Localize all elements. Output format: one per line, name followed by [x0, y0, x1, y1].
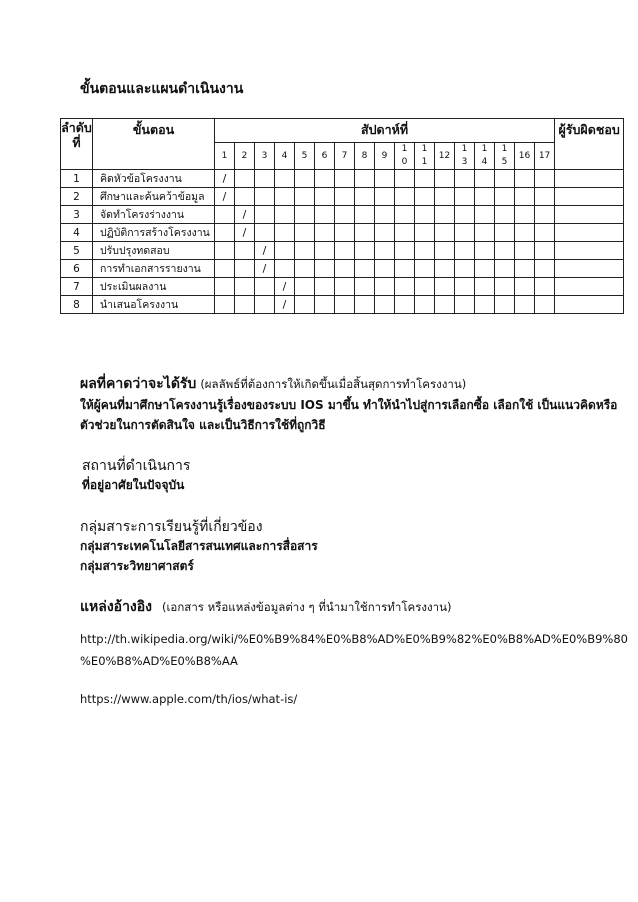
week-cell [515, 278, 535, 296]
week-cell [415, 296, 435, 314]
week-cell [475, 170, 495, 188]
week-cell [315, 260, 335, 278]
row-owner [555, 224, 624, 242]
expected-line-1: ให้ผู้คนที่มาศึกษาโครงงานรู้เรื่องของระบบ IOS มาขึ้น ทำให้นำไปสู่การเลือกซื้อ เลือกใช้ เป็นแนวคิดหรือ [80, 398, 618, 412]
schedule-mark: / [222, 172, 227, 185]
week-cell [415, 260, 435, 278]
week-cell [515, 224, 535, 242]
table-row [61, 224, 624, 242]
week-cell [275, 170, 295, 188]
row-number: 3 [61, 206, 93, 224]
week-cell [275, 278, 295, 296]
week-cell [355, 188, 375, 206]
schedule-mark: / [262, 262, 267, 275]
week-cell [255, 224, 275, 242]
week-cell [415, 278, 435, 296]
week-cell [395, 278, 415, 296]
week-cell [315, 296, 335, 314]
week-cell [415, 242, 435, 260]
table-row [61, 260, 624, 278]
row-number: 4 [61, 224, 93, 242]
week-cell [315, 206, 335, 224]
col-header-week: สัปดาห์ที่ [215, 119, 555, 143]
week-cell [215, 206, 235, 224]
week-cell [315, 170, 335, 188]
week-header-16: 16 [515, 143, 535, 170]
row-number: 8 [61, 296, 93, 314]
week-cell [475, 278, 495, 296]
row-owner [555, 242, 624, 260]
week-cell [355, 260, 375, 278]
week-cell [495, 260, 515, 278]
week-cell [355, 278, 375, 296]
row-task: ปรับปรุงทดสอบ [93, 242, 215, 260]
row-number: 1 [61, 170, 93, 188]
week-cell [395, 242, 415, 260]
schedule-mark: / [222, 190, 227, 203]
week-cell [315, 188, 335, 206]
week-cell [515, 206, 535, 224]
week-cell [235, 224, 255, 242]
references-title: แหล่งอ้างอิง [80, 599, 153, 615]
week-cell [515, 170, 535, 188]
week-cell [275, 296, 295, 314]
schedule-mark: / [262, 244, 267, 257]
week-cell [475, 206, 495, 224]
week-cell [235, 278, 255, 296]
week-cell [295, 188, 315, 206]
week-cell [355, 224, 375, 242]
week-cell [215, 296, 235, 314]
week-cell [415, 224, 435, 242]
week-cell [475, 224, 495, 242]
week-cell [475, 188, 495, 206]
col-header-no: ลำดับ ที่ [61, 119, 93, 170]
week-header-1: 1 [215, 143, 235, 170]
week-cell [535, 260, 555, 278]
week-cell [535, 188, 555, 206]
week-cell [455, 206, 475, 224]
schedule-mark: / [282, 298, 287, 311]
week-cell [295, 242, 315, 260]
week-header-11: 1 1 [415, 143, 435, 170]
week-cell [375, 296, 395, 314]
week-cell [335, 206, 355, 224]
week-cell [395, 260, 415, 278]
table-row [61, 242, 624, 260]
week-cell [335, 260, 355, 278]
week-cell [475, 296, 495, 314]
week-cell [455, 242, 475, 260]
week-cell [415, 206, 435, 224]
schedule-mark: / [282, 280, 287, 293]
week-cell [455, 296, 475, 314]
week-cell [355, 296, 375, 314]
week-cell [535, 224, 555, 242]
row-number: 5 [61, 242, 93, 260]
table-row [61, 170, 624, 188]
week-cell [295, 170, 315, 188]
week-cell [255, 278, 275, 296]
week-cell [335, 278, 355, 296]
week-cell [495, 224, 515, 242]
week-cell [475, 260, 495, 278]
week-cell [315, 278, 335, 296]
row-owner [555, 170, 624, 188]
week-header-12: 12 [435, 143, 455, 170]
reference-link-1-line-2[interactable]: %E0%B8%AD%E0%B8%AA [80, 654, 238, 668]
week-cell [395, 296, 415, 314]
week-cell [235, 260, 255, 278]
row-number: 2 [61, 188, 93, 206]
week-cell [295, 296, 315, 314]
week-cell [235, 188, 255, 206]
week-cell [535, 206, 555, 224]
week-cell [515, 188, 535, 206]
week-cell [275, 224, 295, 242]
week-cell [275, 188, 295, 206]
week-cell [535, 242, 555, 260]
row-number: 6 [61, 260, 93, 278]
row-task: นำเสนอโครงงาน [93, 296, 215, 314]
week-header-2: 2 [235, 143, 255, 170]
week-cell [455, 188, 475, 206]
week-cell [235, 206, 255, 224]
week-cell [375, 242, 395, 260]
week-cell [515, 242, 535, 260]
week-cell [435, 206, 455, 224]
week-header-14: 1 4 [475, 143, 495, 170]
week-cell [215, 260, 235, 278]
week-cell [355, 170, 375, 188]
week-cell [375, 278, 395, 296]
week-cell [235, 296, 255, 314]
week-cell [395, 224, 415, 242]
row-task: การทำเอกสารรายงาน [93, 260, 215, 278]
week-cell [455, 170, 475, 188]
week-cell [495, 296, 515, 314]
week-cell [495, 278, 515, 296]
col-header-step: ขั้นตอน [93, 119, 215, 170]
reference-link-2[interactable]: https://www.apple.com/th/ios/what-is/ [80, 692, 298, 706]
week-cell [235, 242, 255, 260]
week-cell [295, 278, 315, 296]
subject-item-2: กลุ่มสาระวิทยาศาสตร์ [80, 559, 194, 573]
row-number: 7 [61, 278, 93, 296]
place-title: สถานที่ดำเนินการ [82, 458, 191, 474]
week-cell [335, 242, 355, 260]
table-row [61, 278, 624, 296]
reference-link-1-line-1[interactable]: http://th.wikipedia.org/wiki/%E0%B9%84%E0%B8%AD%E0%B9%82%E0%B8%AD%E0%B9%80 [80, 632, 628, 646]
week-header-7: 7 [335, 143, 355, 170]
week-cell [255, 170, 275, 188]
week-cell [335, 296, 355, 314]
expected-section [80, 373, 466, 395]
week-header-3: 3 [255, 143, 275, 170]
week-cell [515, 296, 535, 314]
plan-table [60, 118, 624, 314]
week-cell [255, 296, 275, 314]
week-cell [375, 224, 395, 242]
week-cell [495, 188, 515, 206]
week-header-8: 8 [355, 143, 375, 170]
plan-heading: ขั้นตอนและแผนดำเนินงาน [80, 81, 244, 97]
week-header-10: 1 0 [395, 143, 415, 170]
schedule-mark: / [242, 226, 247, 239]
week-header-9: 9 [375, 143, 395, 170]
schedule-mark: / [242, 208, 247, 221]
week-cell [475, 242, 495, 260]
week-cell [395, 170, 415, 188]
week-cell [295, 206, 315, 224]
week-cell [255, 188, 275, 206]
row-owner [555, 188, 624, 206]
references-note: (เอกสาร หรือแหล่งข้อมูลต่าง ๆ ที่นำมาใช้การทำโครงงาน) [162, 600, 452, 614]
week-cell [495, 170, 515, 188]
week-cell [435, 296, 455, 314]
week-cell [335, 188, 355, 206]
week-cell [495, 242, 515, 260]
week-cell [435, 170, 455, 188]
week-cell [215, 170, 235, 188]
place-value: ที่อยู่อาศัยในปัจจุบัน [82, 478, 185, 492]
week-header-17: 17 [535, 143, 555, 170]
week-cell [495, 206, 515, 224]
row-owner [555, 296, 624, 314]
week-cell [375, 206, 395, 224]
week-cell [335, 224, 355, 242]
week-cell [435, 188, 455, 206]
week-cell [375, 188, 395, 206]
week-cell [355, 242, 375, 260]
week-cell [215, 224, 235, 242]
row-task: ปฏิบัติการสร้างโครงงาน [93, 224, 215, 242]
week-cell [435, 278, 455, 296]
week-cell [255, 206, 275, 224]
week-cell [275, 260, 295, 278]
week-cell [315, 224, 335, 242]
week-cell [375, 260, 395, 278]
week-cell [215, 242, 235, 260]
col-header-owner: ผู้รับผิดชอบ [555, 119, 624, 170]
week-cell [535, 278, 555, 296]
week-cell [335, 170, 355, 188]
table-row [61, 188, 624, 206]
row-task: ศึกษาและค้นคว้าข้อมูล [93, 188, 215, 206]
expected-title: ผลที่คาดว่าจะได้รับ [80, 376, 197, 392]
week-cell [435, 242, 455, 260]
week-header-6: 6 [315, 143, 335, 170]
week-cell [255, 242, 275, 260]
row-owner [555, 278, 624, 296]
table-row [61, 296, 624, 314]
week-cell [435, 224, 455, 242]
week-header-13: 1 3 [455, 143, 475, 170]
table-row [61, 206, 624, 224]
references-section [80, 596, 451, 618]
week-cell [315, 242, 335, 260]
row-task: จัดทำโครงร่างงาน [93, 206, 215, 224]
week-cell [415, 170, 435, 188]
week-cell [275, 206, 295, 224]
week-cell [235, 170, 255, 188]
week-cell [435, 260, 455, 278]
week-header-15: 1 5 [495, 143, 515, 170]
week-cell [355, 206, 375, 224]
row-owner [555, 260, 624, 278]
row-task: ประเมินผลงาน [93, 278, 215, 296]
week-header-5: 5 [295, 143, 315, 170]
week-cell [455, 278, 475, 296]
week-cell [215, 278, 235, 296]
expected-line-2: ตัวช่วยในการตัดสินใจ และเป็นวิธีการใช้ที่ถูกวิธี [80, 418, 326, 432]
week-cell [295, 260, 315, 278]
expected-note: (ผลลัพธ์ที่ต้องการให้เกิดขึ้นเมื่อสิ้นสุดการทำโครงงาน) [200, 377, 467, 391]
subject-item-1: กลุ่มสาระเทคโนโลยีสารสนเทศและการสื่อสาร [80, 539, 318, 553]
week-cell [375, 170, 395, 188]
week-cell [275, 242, 295, 260]
week-cell [455, 224, 475, 242]
week-cell [455, 260, 475, 278]
week-cell [395, 188, 415, 206]
subject-title: กลุ่มสาระการเรียนรู้ที่เกี่ยวข้อง [80, 519, 263, 535]
row-task: คิดหัวข้อโครงงาน [93, 170, 215, 188]
week-cell [415, 188, 435, 206]
row-owner [555, 206, 624, 224]
week-cell [535, 170, 555, 188]
week-cell [215, 188, 235, 206]
week-cell [535, 296, 555, 314]
week-cell [255, 260, 275, 278]
week-cell [295, 224, 315, 242]
week-header-4: 4 [275, 143, 295, 170]
week-cell [395, 206, 415, 224]
week-cell [515, 260, 535, 278]
